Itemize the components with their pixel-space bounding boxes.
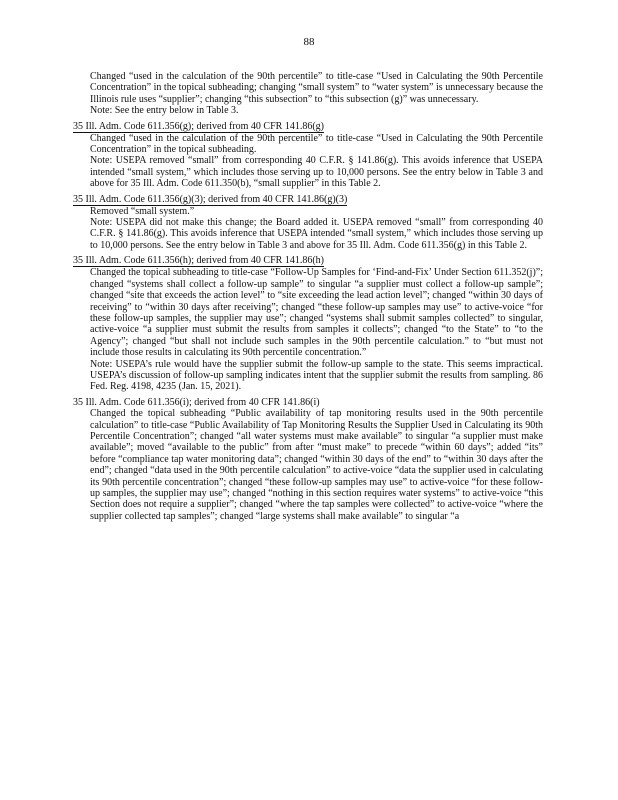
entry-note: Note: USEPA did not make this change; the Board added it. USEPA removed “small” from corresponding 40 C.F.R. § 141.86(g). This avoids inference that USEPA intended “small system,” which includes those serving up to 10,000 persons. See the entry below in Table 3 and above for 35 Ill. Adm. Code 611.356(g) in this Table 2. (90, 217, 543, 251)
entry-611-356-h (73, 255, 543, 392)
page-content (73, 71, 543, 526)
entry-body (90, 267, 543, 392)
entry-paragraph: Changed the topical subheading “Public availability of tap monitoring results used in the 90th percentile calculation” to title-case “Public Availability of Tap Monitoring Results the Supplier Used in Calculating its 90th Percentile Concentration”; changed “all water systems must make available” to singular “a supplier must make available”; moved “available to the public” from after “must make” to precede “within 60 days”; added “its” before “compliance tap water monitoring data”; changed “within 30 days of the end” to “within 30 days after the end”; changed “data used in the 90th percentile calculation” to active-voice “data the supplier used in calculating its 90th percentile concentration”; changed “these follow-up samples may use” to active-voice “for these follow-up samples, the supplier may use”; changed “nothing in this section requires water systems” to active-voice “this Section does not require a supplier”; changed “where the tap samples were collected” to active-voice “where the supplier collected tap samples”; changed “large systems shall make available” to singular “a (90, 408, 543, 522)
entry-611-356-g-3 (73, 194, 543, 252)
entry-body (90, 408, 543, 522)
entry-heading: 35 Ill. Adm. Code 611.356(g)(3); derived from 40 CFR 141.86(g)(3) (73, 193, 348, 205)
intro-paragraph: Changed “used in the calculation of the 90th percentile” to title-case “Used in Calculating the 90th Percentile Concentration” in the topical subheading; changing “small system” to “water system” is unnecessary because the Illinois rule uses “supplier”; changing “this subsection” to “this subsection (g)” was unnecessary. (90, 71, 543, 105)
intro-note: Note: See the entry below in Table 3. (90, 105, 239, 117)
entry-body (90, 133, 543, 190)
entry-note: Note: USEPA’s rule would have the supplier submit the follow-up sample to the state. This seems impractical. USEPA’s discussion of follow-up sampling indicates intent that the supplier submit the results from sampling. 86 Fed. Reg. 4198, 4235 (Jan. 15, 2021). (90, 358, 543, 393)
entry-note: Note: USEPA removed “small” from corresponding 40 C.F.R. § 141.86(g). This avoids inference that USEPA intended “small system,” which includes those serving up to 10,000 persons. See the entry below in Table 3 and above for 35 Ill. Adm. Code 611.350(b), “small supplier” in this Table 2. (90, 155, 543, 190)
entry-paragraph: Changed “used in the calculation of the 90th percentile” to title-case “Used in Calculating the 90th Percentile Concentration” in the topical subheading. (90, 132, 543, 156)
entry-paragraph: Changed the topical subheading to title-case “Follow-Up Samples for ‘Find-and-Fix’ Under Section 611.352(j)”; changed “systems shall collect a follow-up sample” to singular “a supplier must collect a follow-up sample”; changed “site that exceeds the action level” to “site exceeding the lead action level”; changed “within 30 days of receiving” to “within 30 days after receiving”; changed “these follow-up samples may use” to active-voice “for these follow-up samples, the supplier may use”; changed “systems shall submit samples collected” to singular, active-voice “a supplier must submit the results from samples it collects”; changed “to the State” to “to the Agency”; changed “but shall not include such samples in the 90th percentile calculation.” to “but must not include those results in calculating its 90th percentile concentration.” (90, 267, 543, 359)
entry-heading: 35 Ill. Adm. Code 611.356(h); derived from 40 CFR 141.86(h) (73, 255, 324, 267)
entry-611-356-i (73, 397, 543, 522)
entry-heading: 35 Ill. Adm. Code 611.356(i); derived from 40 CFR 141.86(i) (73, 396, 320, 408)
entry-heading: 35 Ill. Adm. Code 611.356(g); derived from 40 CFR 141.86(g) (73, 120, 324, 132)
entry-611-356-g (73, 121, 543, 190)
entry-body (90, 206, 543, 252)
intro-block (90, 71, 543, 117)
page-number: 88 (303, 36, 315, 48)
entry-paragraph: Removed “small system.” (90, 205, 195, 217)
